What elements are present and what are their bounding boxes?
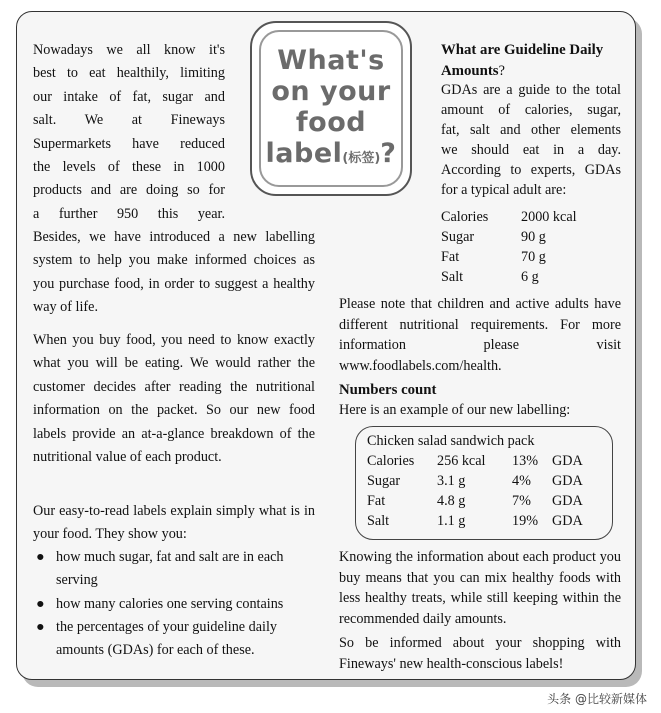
intro-paragraph (33, 39, 225, 226)
gda-heading (441, 40, 631, 82)
intro-line: Supermarkets have reduced (33, 135, 225, 152)
gda-line: fat, salt and other elements (441, 122, 621, 138)
gda-line: GDAs are a guide to the total (441, 82, 621, 98)
table-row (367, 451, 583, 471)
bullet-dot-icon: ● (36, 596, 45, 612)
cell: 256 kcal (437, 453, 486, 469)
gda-label: Fat (441, 249, 460, 265)
sandwich-title: Chicken salad sandwich pack (367, 433, 535, 449)
gda-value: 90 g (521, 229, 546, 245)
gda-line: for a typical adult are: (441, 182, 567, 198)
gda-description (441, 80, 621, 200)
bullet-text: how much sugar, fat and salt are in each serving (56, 549, 284, 589)
table-row (367, 511, 583, 531)
sandwich-nutrition-label (355, 426, 613, 540)
table-row (441, 247, 577, 267)
numbers-count-heading: Numbers count (339, 382, 437, 398)
cell: 3.1 g (437, 473, 466, 489)
logo-chinese-label: (标签) (342, 151, 381, 166)
intro-line: a further 950 this year. (33, 205, 225, 222)
gda-line: amount of calories, sugar, (441, 102, 621, 118)
numbers-intro: Here is an example of our new labelling: (339, 402, 571, 418)
cell: GDA (552, 453, 583, 469)
cell: 19% (512, 513, 539, 529)
paragraph-knowing: Knowing the information about each product you buy means that you can mix healthy foods with less healthy treats, while still keeping within the recommended daily amounts. (339, 549, 621, 627)
bullet-item (36, 593, 318, 617)
bullet-item (36, 616, 318, 664)
cell: 4.8 g (437, 493, 466, 509)
intro-line: salt. We at Fineways (33, 112, 225, 129)
gda-heading-question: ? (498, 63, 505, 79)
gda-label: Calories (441, 209, 489, 225)
gda-value: 70 g (521, 249, 546, 265)
logo-word-label: label (265, 138, 343, 169)
cell: 13% (512, 453, 539, 469)
paragraph-note: Please note that children and active adults have different nutritional requirements. For more information please visit www.foodlabels.com/health. (339, 296, 621, 374)
paragraph-labelling-system: Besides, we have introduced a new labelling system to help you make informed choices as you purchase food, in order to suggest a healthy way of life. (33, 229, 315, 316)
cell: Fat (367, 493, 386, 509)
gda-label: Sugar (441, 229, 475, 245)
intro-line: our intake of fat, sugar and (33, 88, 225, 105)
table-row (367, 471, 583, 491)
gda-table (441, 207, 577, 287)
table-row (441, 207, 577, 227)
bullet-text: how many calories one serving contains (56, 596, 284, 612)
paragraph-easy-to-read: Our easy-to-read labels explain simply what is in your food. They show you: (33, 503, 315, 543)
intro-line: products and are doing so for (33, 182, 225, 199)
gda-heading-line-2: Amounts (441, 63, 499, 79)
gda-heading-line-1: What are Guideline Daily (441, 42, 604, 58)
table-row (367, 491, 583, 511)
cell: 7% (512, 493, 531, 509)
intro-line: best to eat healthily, limiting (33, 65, 225, 82)
sandwich-table (367, 451, 583, 531)
cell: GDA (552, 473, 583, 489)
logo-line-4 (252, 138, 410, 174)
food-label-logo (250, 21, 412, 196)
cell: 1.1 g (437, 513, 466, 529)
logo-line-3: food (295, 107, 367, 138)
paragraph-final: So be informed about your shopping with Fineways' new health-conscious labels! (339, 635, 621, 672)
bullet-item (36, 546, 318, 594)
cell: Salt (367, 513, 390, 529)
bullet-dot-icon: ● (36, 619, 45, 635)
cell: GDA (552, 513, 583, 529)
gda-value: 2000 kcal (521, 209, 577, 225)
intro-line: Nowadays we all know it's (33, 42, 225, 58)
table-row (441, 227, 577, 247)
cell: GDA (552, 493, 583, 509)
bullet-text: the percentages of your guideline daily amounts (GDAs) for each of these. (56, 619, 278, 659)
gda-label: Salt (441, 269, 464, 285)
gda-value: 6 g (521, 269, 539, 285)
paragraph-buy-food: When you buy food, you need to know exactly what you will be eating. We would rather the customer decides after reading the nutritional information on the packet. So our new food labels provide an at-a-glance breakdown of the nutritional value of each product. (33, 332, 315, 466)
logo-line-2: on your (271, 76, 391, 107)
logo-line-1: What's (277, 45, 385, 76)
intro-line: the levels of these in 1000 (33, 159, 225, 176)
watermark: 头条 @比较新媒体 (547, 692, 647, 706)
gda-line: we should eat in a day. (441, 142, 621, 158)
bullet-dot-icon: ● (36, 549, 45, 565)
table-row (441, 267, 577, 287)
cell: Sugar (367, 473, 401, 489)
cell: 4% (512, 473, 531, 489)
logo-question-mark: ? (380, 138, 397, 169)
gda-line: According to experts, GDAs (441, 162, 621, 178)
cell: Calories (367, 453, 415, 469)
